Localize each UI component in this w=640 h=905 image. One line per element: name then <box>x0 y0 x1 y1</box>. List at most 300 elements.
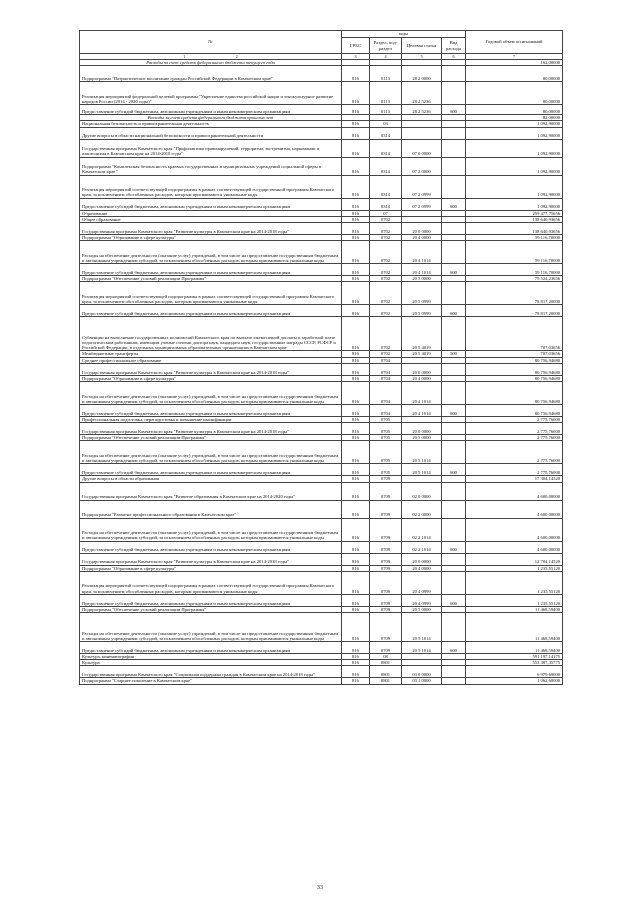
row-name-cell: Реализация мероприятий соответствующей подпрограммы в рамках соответствующей государственной программы Камчатского края, за исключением обособленных расходов, которым присваиваются уникальные коды <box>80 571 342 594</box>
row-name-cell: Подпрограмма "Обеспечение условий реализации Программы" <box>80 606 342 612</box>
row-amount-cell: 4 600,00000 <box>466 541 563 553</box>
row-amount-cell: 707,03656 <box>466 351 563 357</box>
row-razdel-cell: 0709 <box>370 606 402 612</box>
row-csr-cell: 20 5 4019 <box>402 351 442 357</box>
row-vr-cell: 600 <box>442 541 466 553</box>
row-razdel-cell: 0705 <box>370 464 402 476</box>
row-name-cell: Подпрограмма "Развитие профессионального образования в Камчатском крае" <box>80 500 342 518</box>
table-row <box>80 105 563 115</box>
row-name-cell: Предоставление субсидий бюджетным, автономным учреждениям и иным некоммерческим организациям <box>80 594 342 606</box>
row-csr-cell: 20 5 0000 <box>402 276 442 282</box>
page-number: 33 <box>317 885 323 891</box>
row-amount-cell: 138 640,93656 <box>466 216 563 222</box>
row-vr-cell: 600 <box>442 642 466 654</box>
row-vr-cell: 500 <box>442 351 466 357</box>
row-razdel-cell: 0704 <box>370 357 402 363</box>
row-name-cell: Подпрограмма "Обеспечение условий реализации Программы" <box>80 276 342 282</box>
row-amount-cell: 2 775,76000 <box>466 423 563 435</box>
row-amount-cell: 79 524,23656 <box>466 276 563 282</box>
row-csr-cell: 03 0 0000 <box>402 666 442 678</box>
row-vr-cell <box>442 518 466 541</box>
header-vr: Вид расхода <box>442 38 466 54</box>
row-grbs-cell: 816 <box>342 121 370 127</box>
row-amount-cell: 1 092,90000 <box>466 121 563 127</box>
row-razdel-cell: 0709 <box>370 594 402 606</box>
row-grbs-cell: 816 <box>342 357 370 363</box>
row-vr-cell: 600 <box>442 405 466 417</box>
row-amount-cell: 80,00000 <box>466 82 563 105</box>
row-vr-cell <box>442 482 466 500</box>
row-razdel-cell: 0314 <box>370 198 402 210</box>
row-name-cell: Расходы на обеспечение деятельности (оказание услуг) учреждений, в том числе на предоставление государственным бюджетным и автономным учреждениям субсидий, за исключением обособленных расходов, которым присваиваются уникальные коды <box>80 382 342 405</box>
row-vr-cell <box>442 157 466 175</box>
row-amount-cell: 1 062,60000 <box>466 678 563 684</box>
header-amount: Годовой объем ассигнований <box>466 31 563 54</box>
table-row <box>80 305 563 317</box>
column-number: 1 2 <box>80 54 342 60</box>
row-amount-cell: 11 468,59400 <box>466 606 563 612</box>
row-name-cell: Культура, кинематография <box>80 654 342 660</box>
row-vr-cell <box>442 282 466 305</box>
row-csr-cell: 28 2 5236 <box>402 82 442 105</box>
row-amount-cell: 2 775,76000 <box>466 464 563 476</box>
column-number: 6 <box>442 54 466 60</box>
row-razdel-cell: 0801 <box>370 678 402 684</box>
table-row <box>80 553 563 565</box>
row-csr-cell: 07 2 0000 <box>402 157 442 175</box>
table-row <box>80 423 563 435</box>
row-razdel-cell: 08 <box>370 654 402 660</box>
table-row <box>80 571 563 594</box>
row-grbs-cell: 816 <box>342 305 370 317</box>
row-name-cell: Подпрограмма "Образование в сфере культуры" <box>80 375 342 381</box>
row-grbs-cell: 816 <box>342 606 370 612</box>
row-grbs-cell: 816 <box>342 276 370 282</box>
column-number: 4 <box>370 54 402 60</box>
row-csr-cell: 07 2 0999 <box>402 198 442 210</box>
row-name-cell: Подпрограмма "Старшее поколение в Камчатском крае" <box>80 678 342 684</box>
row-grbs-cell: 816 <box>342 441 370 464</box>
row-amount-cell: 4 600,00000 <box>466 500 563 518</box>
row-grbs-cell: 816 <box>342 541 370 553</box>
row-razdel-cell: 0113 <box>370 66 402 82</box>
row-grbs-cell: 816 <box>342 216 370 222</box>
row-amount-cell: 553 387,35775 <box>466 660 563 666</box>
row-razdel-cell: 0709 <box>370 553 402 565</box>
row-razdel-cell: 0113 <box>370 105 402 115</box>
row-csr-cell: 20 0 0000 <box>402 423 442 435</box>
row-razdel-cell: 0705 <box>370 423 402 435</box>
row-name-cell: Другие вопросы в области национальной безопасности и правоохранительной деятельности <box>80 127 342 139</box>
row-vr-cell <box>442 500 466 518</box>
row-vr-cell: 600 <box>442 198 466 210</box>
row-grbs-cell: 816 <box>342 500 370 518</box>
row-grbs-cell: 816 <box>342 363 370 375</box>
table-row <box>80 264 563 276</box>
row-csr-cell: 20 4 0999 <box>402 571 442 594</box>
row-grbs-cell: 816 <box>342 435 370 441</box>
row-amount-cell: 17 304,14520 <box>466 476 563 482</box>
header-grbs: ГРБС <box>342 38 370 54</box>
header-num: № <box>80 31 342 54</box>
row-grbs-cell: 816 <box>342 317 370 351</box>
table-row <box>80 317 563 351</box>
row-amount-cell: 78 817,20000 <box>466 305 563 317</box>
header-razdel: Раздел, под-раздел <box>370 38 402 54</box>
row-csr-cell: 20 5 0999 <box>402 305 442 317</box>
row-grbs-cell: 816 <box>342 241 370 264</box>
row-grbs-cell: 816 <box>342 553 370 565</box>
row-name-cell: Предоставление субсидий бюджетным, автономным учреждениям и иным некоммерческим организациям <box>80 105 342 115</box>
row-razdel-cell: 0702 <box>370 241 402 264</box>
row-name-cell: Предоставление субсидий бюджетным, автономным учреждениям и иным некоммерческим организациям <box>80 541 342 553</box>
row-csr-cell: 03 1 0000 <box>402 678 442 684</box>
row-amount-cell: 80 756,94680 <box>466 382 563 405</box>
row-grbs-cell: 816 <box>342 660 370 666</box>
row-vr-cell <box>442 175 466 198</box>
table-row <box>80 198 563 210</box>
row-amount-cell: 1 092,90000 <box>466 175 563 198</box>
table-row <box>80 518 563 541</box>
row-grbs-cell: 816 <box>342 518 370 541</box>
row-amount-cell: 11 468,59400 <box>466 642 563 654</box>
row-name-cell: Государственная программа Камчатского края "Развитие культуры в Камчатском крае на 2014-2018 годы" <box>80 223 342 235</box>
row-razdel-cell: 0314 <box>370 139 402 157</box>
row-csr-cell: 20 5 0999 <box>402 282 442 305</box>
table-row <box>80 223 563 235</box>
row-name-cell: Общее образование <box>80 216 342 222</box>
row-name-cell: Предоставление субсидий бюджетным, автономным учреждениям и иным некоммерческим организациям <box>80 405 342 417</box>
row-vr-cell <box>442 241 466 264</box>
row-razdel-cell: 0702 <box>370 282 402 305</box>
row-razdel-cell: 0702 <box>370 317 402 351</box>
row-razdel-cell: 0709 <box>370 500 402 518</box>
row-vr-cell <box>442 82 466 105</box>
row-grbs-cell: 816 <box>342 417 370 423</box>
row-csr-cell: 20 4 1014 <box>402 264 442 276</box>
budget-table <box>79 30 563 685</box>
row-razdel-cell: 0705 <box>370 417 402 423</box>
row-grbs-cell: 816 <box>342 139 370 157</box>
row-grbs-cell: 816 <box>342 642 370 654</box>
row-amount-cell: 59 116,70000 <box>466 241 563 264</box>
row-amount-cell: 1 092,90000 <box>466 139 563 157</box>
table-row <box>80 441 563 464</box>
header-csr: Целевая статья <box>402 38 442 54</box>
row-name-cell: Государственная программа Камчатского края "Развитие культуры в Камчатском крае на 2014-2018 годы" <box>80 553 342 565</box>
row-grbs-cell: 816 <box>342 613 370 642</box>
row-csr-cell: 28 2 5236 <box>402 105 442 115</box>
table-row <box>80 175 563 198</box>
row-amount-cell: 591 197,14175 <box>466 654 563 660</box>
row-grbs-cell: 816 <box>342 351 370 357</box>
row-amount-cell: 1 235,55120 <box>466 565 563 571</box>
row-razdel-cell: 0704 <box>370 382 402 405</box>
row-amount-cell: 1 235,55120 <box>466 594 563 606</box>
row-grbs-cell: 816 <box>342 464 370 476</box>
table-row <box>80 666 563 678</box>
row-grbs-cell: 816 <box>342 666 370 678</box>
table-row <box>80 613 563 642</box>
row-csr-cell: 20 0 0000 <box>402 553 442 565</box>
row-razdel-cell: 0709 <box>370 571 402 594</box>
row-razdel-cell: 0702 <box>370 223 402 235</box>
row-amount-cell: 59 116,70000 <box>466 235 563 241</box>
row-razdel-cell: 0709 <box>370 518 402 541</box>
row-grbs-cell: 816 <box>342 375 370 381</box>
row-grbs-cell: 816 <box>342 66 370 82</box>
row-name-cell: Межбюджетные трансферты <box>80 351 342 357</box>
row-name-cell: Реализация мероприятий соответствующей подпрограммы в рамках соответствующей государственной программы Камчатского края, за исключением обособленных расходов, которым присваиваются уникальные коды <box>80 282 342 305</box>
row-vr-cell: 600 <box>442 105 466 115</box>
table-row <box>80 541 563 553</box>
row-grbs-cell: 816 <box>342 423 370 435</box>
row-grbs-cell: 816 <box>342 654 370 660</box>
row-vr-cell: 600 <box>442 464 466 476</box>
row-razdel-cell: 0705 <box>370 435 402 441</box>
row-amount-cell: 4 600,00000 <box>466 482 563 500</box>
row-csr-cell: 02 0 0000 <box>402 482 442 500</box>
row-grbs-cell: 816 <box>342 157 370 175</box>
table-row <box>80 241 563 264</box>
row-name-cell: Подпрограмма "Обеспечение условий реализации Программы" <box>80 435 342 441</box>
row-csr-cell: 02 2 1014 <box>402 541 442 553</box>
column-number: 5 <box>402 54 442 60</box>
row-vr-cell <box>442 66 466 82</box>
row-grbs-cell: 816 <box>342 476 370 482</box>
row-amount-cell: 1 235,55120 <box>466 571 563 594</box>
row-razdel-cell: 0314 <box>370 157 402 175</box>
table-row <box>80 500 563 518</box>
row-vr-cell: 600 <box>442 264 466 276</box>
table-row <box>80 594 563 606</box>
row-amount-cell: 78 817,20000 <box>466 282 563 305</box>
row-vr-cell <box>442 553 466 565</box>
table-row <box>80 82 563 105</box>
column-number: 3 <box>342 54 370 60</box>
budget-table-sheet <box>79 30 562 685</box>
table-row <box>80 282 563 305</box>
row-amount-cell: 80 756,94680 <box>466 363 563 375</box>
row-grbs-cell: 816 <box>342 210 370 216</box>
row-vr-cell <box>442 382 466 405</box>
row-vr-cell <box>442 666 466 678</box>
row-name-cell: Расходы на обеспечение деятельности (оказание услуг) учреждений, в том числе на предоставление государственным бюджетным и автономным учреждениям субсидий, за исключением обособленных расходов, которым присваиваются уникальные коды <box>80 518 342 541</box>
row-razdel-cell: 0705 <box>370 441 402 464</box>
row-razdel-cell: 0702 <box>370 264 402 276</box>
row-grbs-cell: 816 <box>342 223 370 235</box>
row-amount-cell: 1 092,90000 <box>466 127 563 139</box>
row-csr-cell: 20 5 1014 <box>402 613 442 642</box>
row-name-cell: Другие вопросы в области образования <box>80 476 342 482</box>
row-name-cell: Предоставление субсидий бюджетным, автономным учреждениям и иным некоммерческим организациям <box>80 464 342 476</box>
row-amount-cell: 2 775,76000 <box>466 441 563 464</box>
row-razdel-cell: 0113 <box>370 82 402 105</box>
row-vr-cell <box>442 127 466 139</box>
row-vr-cell <box>442 423 466 435</box>
row-grbs-cell: 816 <box>342 678 370 684</box>
row-name-cell: Национальная безопасность и правоохранительная деятельность <box>80 121 342 127</box>
row-amount-cell: 80,00000 <box>466 66 563 82</box>
row-csr-cell: 28 2 0000 <box>402 66 442 82</box>
row-grbs-cell: 816 <box>342 264 370 276</box>
row-csr-cell: 20 4 0999 <box>402 594 442 606</box>
row-grbs-cell: 816 <box>342 198 370 210</box>
row-razdel-cell: 0709 <box>370 613 402 642</box>
row-razdel-cell: 0702 <box>370 351 402 357</box>
row-csr-cell: 20 5 4019 <box>402 317 442 351</box>
row-csr-cell: 20 5 1014 <box>402 464 442 476</box>
row-razdel-cell: 0704 <box>370 363 402 375</box>
row-name-cell: Реализация мероприятий соответствующей подпрограммы в рамках соответствующей государственной программы Камчатского края, за исключением обособленных расходов, которым присваиваются уникальные коды <box>80 175 342 198</box>
table-row <box>80 157 563 175</box>
row-grbs-cell: 816 <box>342 82 370 105</box>
row-razdel-cell: 0702 <box>370 235 402 241</box>
table-row <box>80 363 563 375</box>
row-grbs-cell: 816 <box>342 382 370 405</box>
row-csr-cell: 20 0 0000 <box>402 363 442 375</box>
row-amount-cell: 4 600,00000 <box>466 518 563 541</box>
row-vr-cell <box>442 223 466 235</box>
row-amount-cell: 11 468,59400 <box>466 613 563 642</box>
row-amount-cell: 80,00000 <box>466 105 563 115</box>
row-vr-cell <box>442 571 466 594</box>
row-amount-cell: 59 116,70000 <box>466 264 563 276</box>
row-razdel-cell: 0702 <box>370 305 402 317</box>
table-row <box>80 464 563 476</box>
header-codes: коды <box>342 31 466 38</box>
row-razdel-cell: 0709 <box>370 482 402 500</box>
table-row <box>80 405 563 417</box>
row-csr-cell: 20 4 1014 <box>402 382 442 405</box>
row-vr-cell <box>442 613 466 642</box>
row-amount-cell: 1 092,90000 <box>466 157 563 175</box>
row-name-cell: Субвенции на выполнение государственных полномочий Камчатского края по выплате ежемесячной доплаты к заработной плате педагогическим работникам, имеющим ученые степени доктора наук, кандидата наук, государственные награды СССР, РСФСР и Российской Федерации, в отдельных муниципальных образовательных организациях в Камчатском крае <box>80 317 342 351</box>
row-amount-cell: 707,03656 <box>466 317 563 351</box>
row-csr-cell: 20 4 1014 <box>402 241 442 264</box>
row-razdel-cell: 0702 <box>370 216 402 222</box>
row-razdel-cell: 0702 <box>370 276 402 282</box>
row-csr-cell: 20 5 1014 <box>402 642 442 654</box>
row-razdel-cell: 0709 <box>370 642 402 654</box>
row-amount-cell: 259 477,75656 <box>466 210 563 216</box>
row-name-cell: Подпрограмма "Образование в сфере культуры" <box>80 235 342 241</box>
row-csr-cell: 20 0 0000 <box>402 223 442 235</box>
row-name-cell: Расходы на обеспечение деятельности (оказание услуг) учреждений, в том числе на предоставление государственным бюджетным и автономным учреждениям субсидий, за исключением обособленных расходов, которым присваиваются уникальные коды <box>80 241 342 264</box>
row-name-cell: Государственная программа Камчатского края "Социальная поддержка граждан в Камчатском крае на 2014-2018 годы" <box>80 666 342 678</box>
row-razdel-cell: 0314 <box>370 175 402 198</box>
budget-rows <box>80 60 563 685</box>
row-grbs-cell: 816 <box>342 405 370 417</box>
row-vr-cell: 600 <box>442 594 466 606</box>
row-grbs-cell: 816 <box>342 565 370 571</box>
row-name-cell: Государственная программа Камчатского края "Профилактика правонарушений, терроризма, экстремизма, наркомании и алкоголизма в Камчатском крае на 2014-2018 годы" <box>80 139 342 157</box>
row-csr-cell: 20 4 0000 <box>402 565 442 571</box>
row-name-cell: Среднее профессиональное образование <box>80 357 342 363</box>
table-row <box>80 382 563 405</box>
row-csr-cell: 02 2 1014 <box>402 518 442 541</box>
row-name-cell: Подпрограмма "Комплексная безопасность краевых государственных и муниципальных учреждений социальной сферы в Камчатском крае " <box>80 157 342 175</box>
row-amount-cell: 2 775,76000 <box>466 417 563 423</box>
row-name-cell: Расходы за счет средств федерального бюджета текущего года <box>80 60 342 66</box>
row-csr-cell: 20 4 0000 <box>402 375 442 381</box>
row-name-cell: Предоставление субсидий бюджетным, автономным учреждениям и иным некоммерческим организациям <box>80 264 342 276</box>
row-amount-cell: 6 979,69000 <box>466 666 563 678</box>
row-amount-cell: 138 640,93656 <box>466 223 563 235</box>
row-razdel-cell: 0709 <box>370 476 402 482</box>
row-name-cell: Подпрограмма "Образование в сфере культуры" <box>80 565 342 571</box>
row-amount-cell: 162,00000 <box>466 60 563 66</box>
row-csr-cell <box>402 127 442 139</box>
row-name-cell: Реализация мероприятий федеральной целевой программы "Укрепление единства российской нации и этнокультурное развитие народов России (2014 - 2020 годы)" <box>80 82 342 105</box>
row-csr-cell: 07 0 0000 <box>402 139 442 157</box>
row-name-cell: Государственная программа Камчатского края "Развитие культуры в Камчатском крае на 2014-2018 годы" <box>80 423 342 435</box>
table-row <box>80 482 563 500</box>
row-grbs-cell: 816 <box>342 105 370 115</box>
row-vr-cell <box>442 363 466 375</box>
row-amount-cell: 12 704,14520 <box>466 553 563 565</box>
column-number: 7 <box>466 54 563 60</box>
row-name-cell: Предоставление субсидий бюджетным, автономным учреждениям и иным некоммерческим организациям <box>80 642 342 654</box>
row-grbs-cell: 816 <box>342 127 370 139</box>
row-amount-cell: 80 756,94680 <box>466 375 563 381</box>
row-razdel-cell: 03 <box>370 121 402 127</box>
row-vr-cell <box>442 139 466 157</box>
row-name-cell: Расходы на обеспечение деятельности (оказание услуг) учреждений, в том числе на предоставление государственным бюджетным и автономным учреждениям субсидий, за исключением обособленных расходов, которым присваиваются уникальные коды <box>80 441 342 464</box>
row-name-cell: Государственная программа Камчатского края "Развитие образования в Камчатском крае на 2014-2020 годы" <box>80 482 342 500</box>
row-grbs-cell: 816 <box>342 235 370 241</box>
row-amount-cell: 80 756,94680 <box>466 357 563 363</box>
row-razdel-cell: 0709 <box>370 541 402 553</box>
row-amount-cell: 80 756,94680 <box>466 405 563 417</box>
row-razdel-cell: 07 <box>370 210 402 216</box>
table-row <box>80 127 563 139</box>
row-vr-cell <box>442 678 466 684</box>
row-grbs-cell: 816 <box>342 482 370 500</box>
row-name-cell: Предоставление субсидий бюджетным, автономным учреждениям и иным некоммерческим организациям <box>80 198 342 210</box>
row-amount-cell: 2 775,76000 <box>466 435 563 441</box>
row-vr-cell <box>442 317 466 351</box>
row-razdel-cell: 0709 <box>370 565 402 571</box>
row-razdel-cell: 0801 <box>370 660 402 666</box>
row-razdel-cell: 0801 <box>370 666 402 678</box>
row-name-cell: Предоставление субсидий бюджетным, автономным учреждениям и иным некоммерческим организациям <box>80 305 342 317</box>
row-amount-cell: 82,00000 <box>466 115 563 121</box>
table-row <box>80 642 563 654</box>
row-razdel-cell: 0314 <box>370 127 402 139</box>
row-csr-cell: 20 5 1014 <box>402 441 442 464</box>
row-csr-cell: 02 2 0000 <box>402 500 442 518</box>
row-csr-cell: 20 5 0000 <box>402 606 442 612</box>
row-csr-cell: 20 4 0000 <box>402 235 442 241</box>
row-csr-cell: 20 4 1014 <box>402 405 442 417</box>
table-row <box>80 678 563 684</box>
row-vr-cell: 600 <box>442 305 466 317</box>
row-razdel-cell: 0704 <box>370 405 402 417</box>
row-grbs-cell: 816 <box>342 594 370 606</box>
row-grbs-cell: 816 <box>342 175 370 198</box>
row-csr-cell: 20 5 0000 <box>402 435 442 441</box>
row-grbs-cell: 816 <box>342 571 370 594</box>
row-name-cell: Культура <box>80 660 342 666</box>
row-amount-cell: 1 092,90000 <box>466 198 563 210</box>
row-grbs-cell: 816 <box>342 282 370 305</box>
row-name-cell: Подпрограмма "Патриотическое воспитание граждан Российской Федерации в Камчатском крае" <box>80 66 342 82</box>
row-name-cell: Расходы за счет средств федерального бюджета прошлых лет <box>80 115 342 121</box>
row-name-cell: Профессиональная подготовка, переподготовка и повышение квалификации <box>80 417 342 423</box>
row-vr-cell <box>442 441 466 464</box>
row-name-cell: Расходы на обеспечение деятельности (оказание услуг) учреждений, в том числе на предоставление государственным бюджетным и автономным учреждениям субсидий, за исключением обособленных расходов, которым присваиваются уникальные коды <box>80 613 342 642</box>
